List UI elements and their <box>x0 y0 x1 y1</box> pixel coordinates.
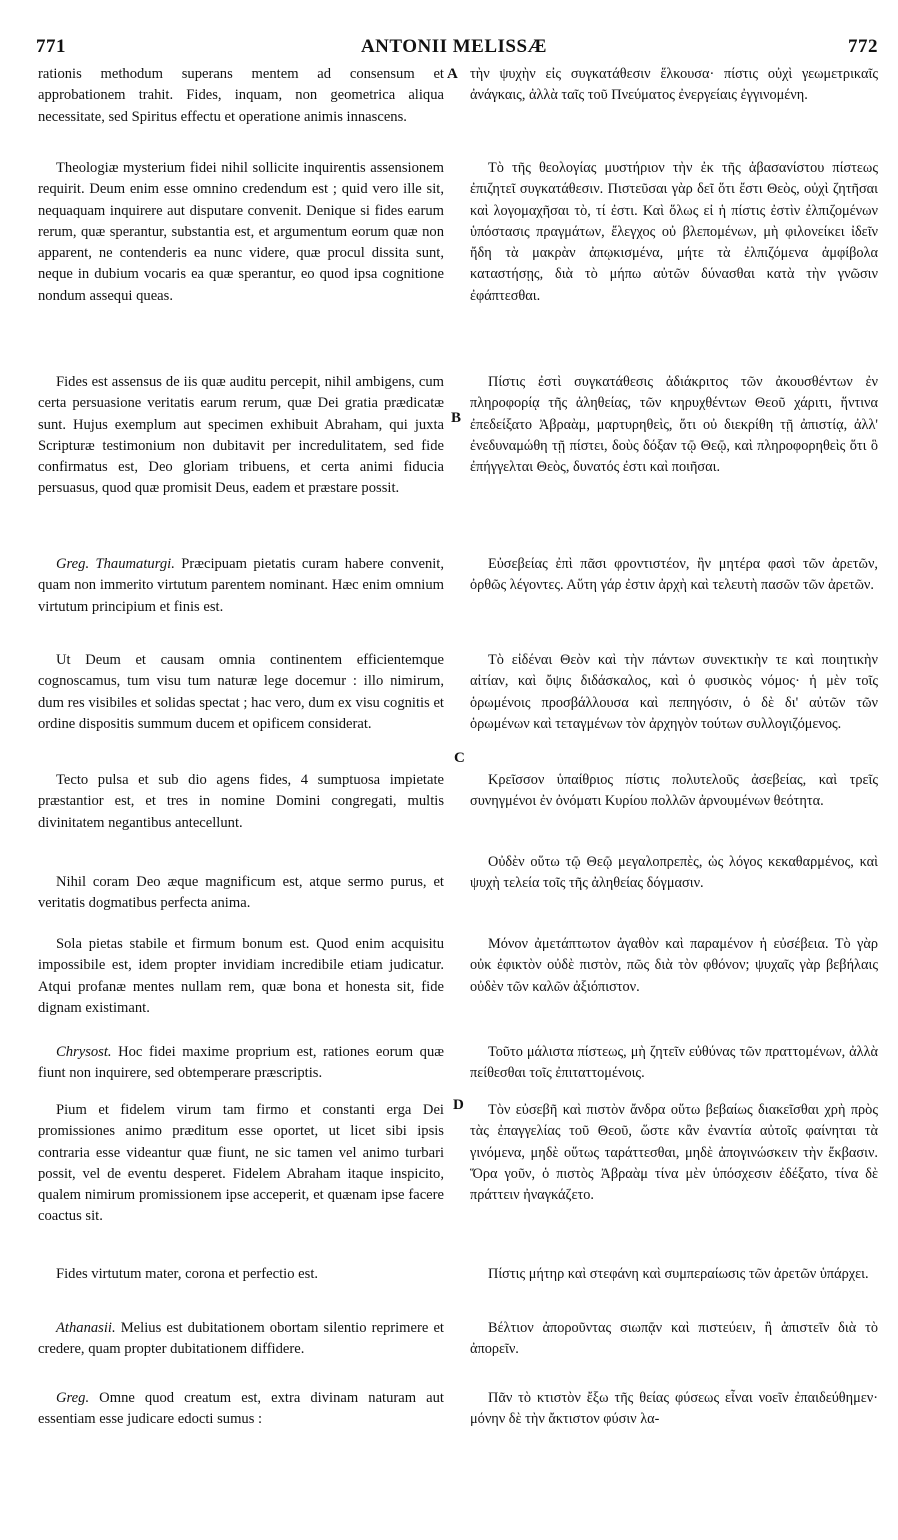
running-title: ANTONII MELISSÆ <box>360 36 548 57</box>
greek-paragraph: Τὸ εἰδέναι Θεὸν καὶ τὴν πάντων συνεκτικὴν τε καὶ ποιητικὴν αἰτίαν, καὶ ὄψις διδάσκαλος, καὶ ὁ φυσικὸς νόμος· ἡ μὲν τοῖς ὁρωμένοις προσβάλλουσα καὶ πεπηγόσιν, ὁ δὲ δι' αὐτῶν τῶν ὁρωμένων καὶ τεταγμένων τὸν ἀρχηγὸν τούτων συλλογιζόμενος. <box>470 652 878 732</box>
author-attribution: Greg. Thaumaturgi. <box>56 556 175 572</box>
section-marker-b: B <box>451 410 462 426</box>
section-marker-d: D <box>453 1097 464 1113</box>
paragraph-text: Præcipuam pietatis curam habere convenit, quam non immerito virtutum parentem nominant. Hæc enim omnium virtutum principium et finis est. <box>38 556 444 615</box>
latin-paragraph: Tecto pulsa et sub dio agens fides, 4 sumptuosa impietate præstantior est, et tres in nomine Domini congregati, multis divinitatem negantibus antecellunt. <box>38 772 444 831</box>
latin-paragraph: Sola pietas stabile et firmum bonum est. Quod enim acquisitu impossibile est, idem propter invidiam incredibile etiam judicatur. Atqui profanæ mentes nullam rem, quæ bona et honesta sit, fide dignam existimant. <box>38 936 444 1016</box>
page-number-right: 772 <box>848 36 878 57</box>
greek-paragraph: Μόνον ἀμετάπτωτον ἀγαθὸν καὶ παραμένον ἡ εὐσέβεια. Τὸ γὰρ οὐκ ἐφικτὸν οὐδὲ πιστὸν, πῶς διὰ τὸν φθόνον; ψυχαῖς γὰρ βεβήλαις οὐδὲν τῶν καλῶν ἀξιόπιστον. <box>470 936 878 995</box>
latin-paragraph <box>38 1042 444 1085</box>
greek-paragraph: Τοῦτο μάλιστα πίστεως, μὴ ζητεῖν εὐθύνας τῶν πραττομένων, ἀλλὰ πείθεσθαι τοῖς ἐπιταττομένοις. <box>470 1044 878 1082</box>
paragraph-text: Melius est dubitationem obortam silentio reprimere et credere, quam propter dubitationem diffidere. <box>38 1320 444 1358</box>
greek-paragraph: Εὐσεβείας ἐπὶ πᾶσι φροντιστέον, ἣν μητέρα φασὶ τῶν ἀρετῶν, ὀρθῶς λέγοντες. Αὕτη γάρ ἐστιν ἀρχὴ καὶ τελευτὴ πασῶν τῶν ἀρετῶν. <box>470 556 878 594</box>
greek-paragraph: Τὸν εὐσεβῆ καὶ πιστὸν ἄνδρα οὕτω βεβαίως διακεῖσθαι χρὴ πρὸς τὰς ἐπαγγελίας τοῦ Θεοῦ, ὥστε κἂν ἐναντία αὐτοῖς φαίνηται τὰ γινόμενα, μηδὲ οὕτως ταράττεσθαι, μηδὲ ἀπογινώσκειν τὴν ἔκβασιν. Ὅρα γοῦν, ὁ πιστὸς Ἀβραὰμ τίνα μὲν ὑπόσχεσιν ἐδέξατο, τίνα δὲ πράττειν ἠναγκάζετο. <box>470 1102 878 1204</box>
page-number-left: 771 <box>36 36 66 57</box>
greek-paragraph: Τὸ τῆς θεολογίας μυστήριον τὴν ἐκ τῆς ἀβασανίστου πίστεως ἐπιζητεῖ συγκατάθεσιν. Πιστεῦσαι γὰρ δεῖ ὅτι ἔστι Θεὸς, οὐχὶ ζητῆσαι καὶ λογομαχῆσαι τὸ, τί ἐστι. Καὶ ὅλως εἰ ἡ πίστις ἐστὶν ἐλπιζομένων ὑπόστασις πραγμάτων, ἔλεγχος οὐ βλεπομένων, μὴ φιλονείκει ἰδεῖν ἤδη τὰ μακρὰν ἀπῳκισμένα, μήτε τὰ ἐλπιζόμενα ἀμφίβολα καταστήσῃς, διὰ τὸ μήπω αὐτῶν δύνασθαι κατὰ τὴν γνῶσιν ἐφάπτεσθαι. <box>470 160 878 304</box>
latin-paragraph: Ut Deum et causam omnia continentem efficientemque cognoscamus, tum visu tum naturæ lege docemur : illo nimirum, dum res visibiles et solidas spectat ; hac vero, dum ex visu cognitis et ordine dispositis summum ducem et opificem considerat. <box>38 652 444 732</box>
latin-paragraph <box>38 1388 444 1431</box>
section-marker-c: C <box>454 750 465 766</box>
greek-paragraph: Βέλτιον ἀποροῦντας σιωπᾷν καὶ πιστεύειν, ἢ ἀπιστεῖν διὰ τὸ ἀπορεῖν. <box>470 1320 878 1358</box>
section-marker-a: A <box>447 66 458 82</box>
latin-paragraph: Pium et fidelem virum tam firmo et constanti erga Dei promissiones animo præditum esse oportet, ut licet sibi ipsis contraria esse videantur quæ fiunt, ne sic tamen vel animo turbari possit, vel de eventu desperet. Fidelem Abraham itaque inspicito, qualem nimirum promissionem ipse acceperit, et quænam ipse facere coactus sit. <box>38 1102 444 1225</box>
greek-paragraph: τὴν ψυχὴν εἰς συγκατάθεσιν ἕλκουσα· πίστις οὐχὶ γεωμετρικαῖς ἀνάγκαις, ἀλλὰ ταῖς τοῦ Πνεύματος ἐνεργείαις ἐγγινομένη. <box>470 66 878 104</box>
latin-paragraph: rationis methodum superans mentem ad consensum et approbationem trahit. Fides, inquam, non geometrica aliqua necessitate, sed Spiritus effectu et operatione animis innascens. <box>38 66 444 125</box>
running-header <box>30 36 878 62</box>
latin-paragraph <box>38 1318 444 1361</box>
author-attribution: Athanasii. <box>56 1320 116 1336</box>
greek-paragraph: Πίστις μήτηρ καὶ στεφάνη καὶ συμπεραίωσις τῶν ἀρετῶν ὑπάρχει. <box>488 1266 869 1282</box>
paragraph-text: Omne quod creatum est, extra divinam naturam aut essentiam esse judicare edocti sumus : <box>38 1390 444 1428</box>
latin-paragraph <box>38 554 444 618</box>
latin-paragraph: Fides est assensus de iis quæ auditu percepit, nihil ambigens, cum certa persuasione veritatis earum rerum, quæ Dei gratia prædicatæ sunt. Hujus exemplum aut specimen exhibuit Abraham, qui juxta Scripturæ testimonium non dubitavit per incredulitatem, sed fide confirmatus est, Deo gloriam tribuens, et certa animi fiducia persuasus, quod quæ promisit Deus, eadem et præstare possit. <box>38 374 444 497</box>
greek-paragraph: Κρεῖσσον ὑπαίθριος πίστις πολυτελοῦς ἀσεβείας, καὶ τρεῖς συνηγμένοι ἐν ὀνόματι Κυρίου πολλῶν ἀρνουμένων θεότητα. <box>470 772 878 810</box>
greek-paragraph: Οὐδὲν οὕτω τῷ Θεῷ μεγαλοπρεπὲς, ὡς λόγος κεκαθαρμένος, καὶ ψυχὴ τελεία τοῖς τῆς ἀληθείας δόγμασιν. <box>470 854 878 892</box>
author-attribution: Greg. <box>56 1390 90 1406</box>
paragraph-text: Hoc fidei maxime proprium est, rationes eorum quæ fiunt non inquirere, sed obtemperare præscriptis. <box>38 1044 444 1082</box>
greek-paragraph: Πᾶν τὸ κτιστὸν ἔξω τῆς θείας φύσεως εἶναι νοεῖν ἐπαιδεύθημεν· μόνην δὲ τὴν ἄκτιστον φύσιν λα- <box>470 1390 878 1428</box>
greek-paragraph: Πίστις ἐστὶ συγκατάθεσις ἀδιάκριτος τῶν ἀκουσθέντων ἐν πληροφορίᾳ τῆς ἀληθείας, τῶν κηρυχθέντων Θεοῦ χάριτι, ἥντινα ἐπεδείξατο Ἀβραὰμ, μαρτυρηθεὶς, ὅτι οὐ διεκρίθη τῇ ἀπιστίᾳ, ἀλλ' ἐνεδυναμώθη τῇ πίστει, δοὺς δόξαν τῷ Θεῷ, καὶ πληροφορηθεὶς ὅτι ὃ ἐπήγγελται Θεὸς, δυνατός ἐστι καὶ ποιῆσαι. <box>470 374 878 476</box>
latin-paragraph: Nihil coram Deo æque magnificum est, atque sermo purus, et veritatis dogmatibus perfecta anima. <box>38 874 444 912</box>
author-attribution: Chrysost. <box>56 1044 112 1060</box>
latin-paragraph: Theologiæ mysterium fidei nihil sollicite inquirentis assensionem requirit. Deum enim esse omnino credendum est ; quid vero ille sit, nequaquam inquirere aut disputare convenit. Denique si fides earum rerum, quæ sperantur, substantia est, et argumentum eorum quæ non apparent, ne contenderis ea nunc videre, quæ procul dissita sunt, neque in dubium vocaris ea quæ sperantur, eo quod ipsa cognitione nondum assequi queas. <box>38 160 444 304</box>
latin-paragraph: Fides virtutum mater, corona et perfectio est. <box>56 1266 319 1282</box>
